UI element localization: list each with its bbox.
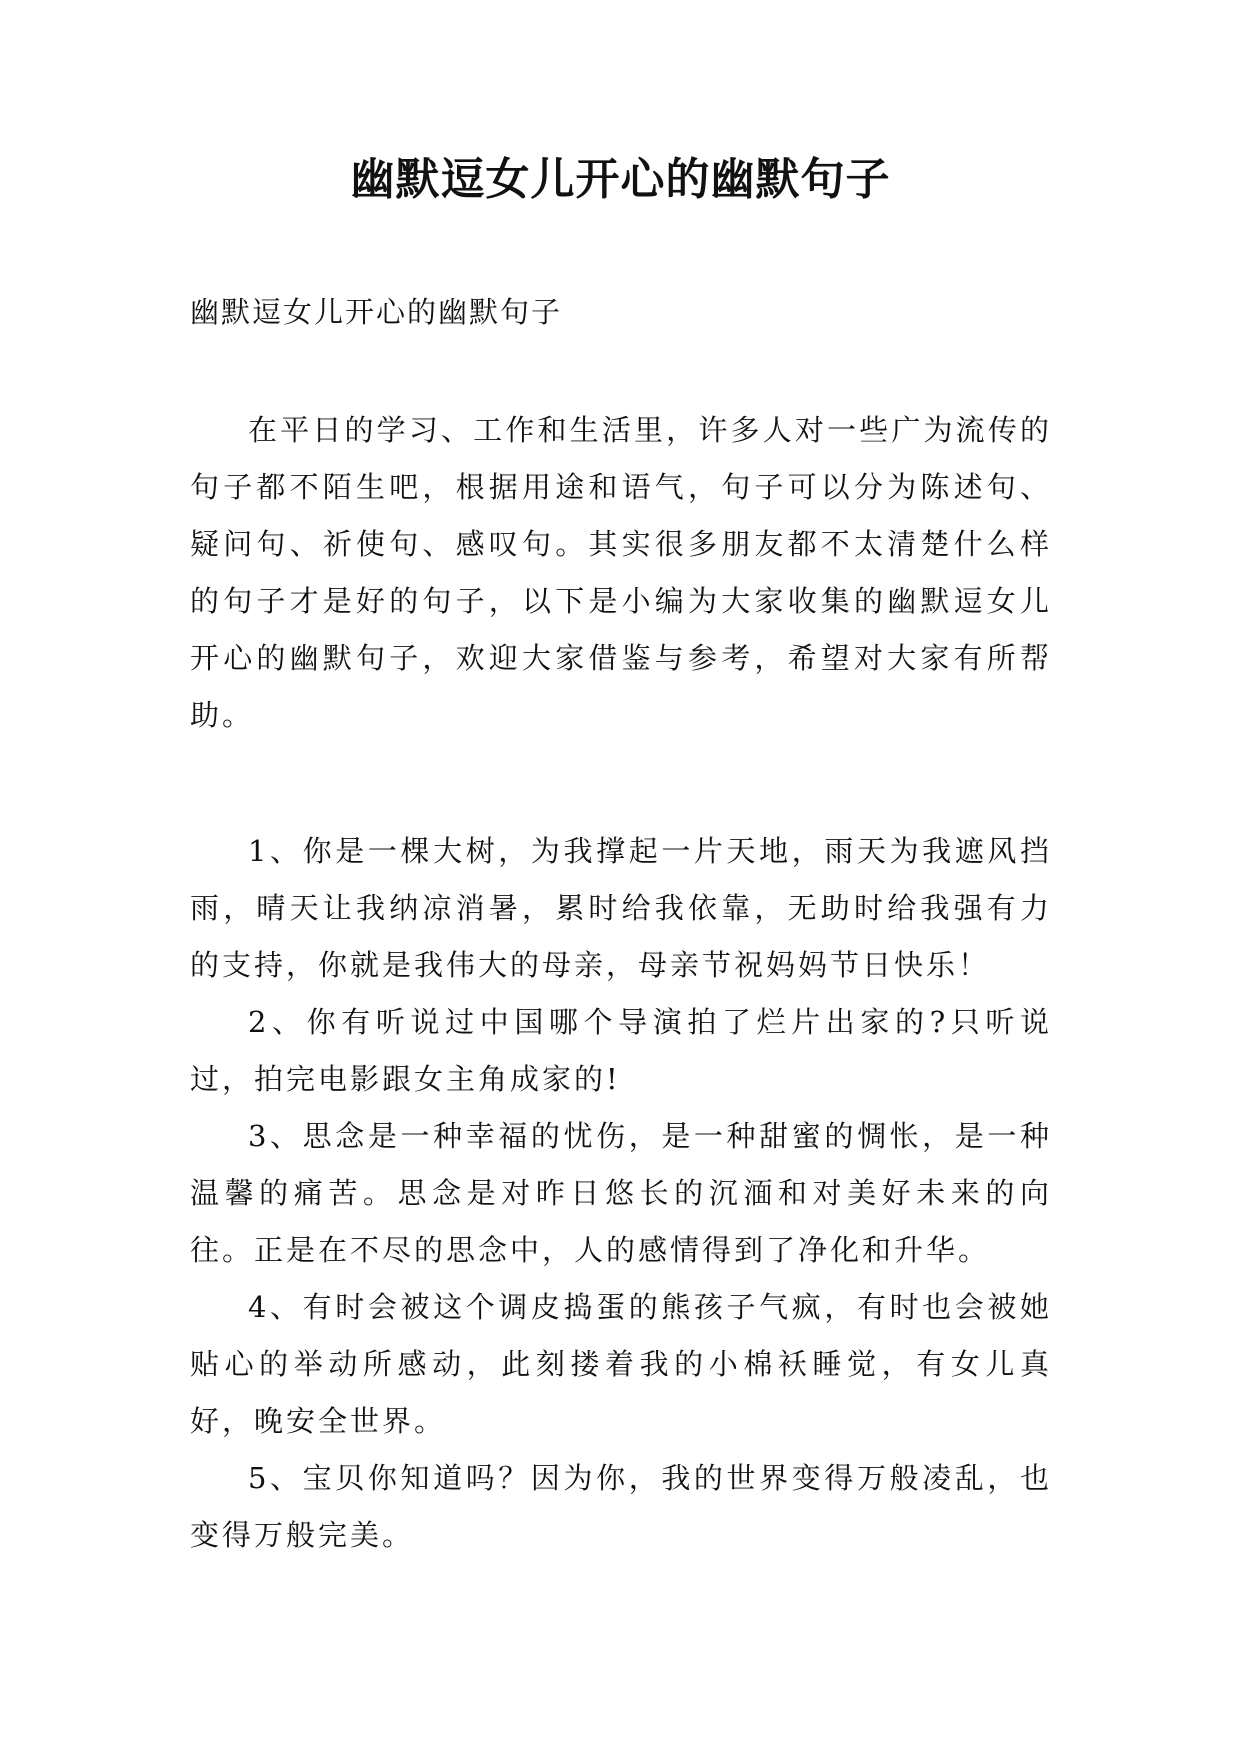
list-item-4: 4、有时会被这个调皮捣蛋的熊孩子气疯，有时也会被她贴心的举动所感动，此刻搂着我的小棉袄睡觉，有女儿真好，晚安全世界。	[190, 1290, 1052, 1438]
document-body	[190, 402, 1052, 1564]
list-item-2: 2、你有听说过中国哪个导演拍了烂片出家的?只听说过，拍完电影跟女主角成家的!	[190, 1005, 1052, 1096]
list-item-3: 3、思念是一种幸福的忧伤，是一种甜蜜的惆怅，是一种温馨的痛苦。思念是对昨日悠长的沉湎和对美好未来的向往。正是在不尽的思念中，人的感情得到了净化和升华。	[190, 1119, 1052, 1267]
intro-paragraph: 在平日的学习、工作和生活里，许多人对一些广为流传的句子都不陌生吧，根据用途和语气，句子可以分为陈述句、疑问句、祈使句、感叹句。其实很多朋友都不太清楚什么样的句子才是好的句子，以下是小编为大家收集的幽默逗女儿开心的幽默句子，欢迎大家借鉴与参考，希望对大家有所帮助。	[190, 413, 1052, 732]
document-title: 幽默逗女儿开心的幽默句子	[350, 154, 891, 205]
list-item-1: 1、你是一棵大树，为我撑起一片天地，雨天为我遮风挡雨，晴天让我纳凉消暑，累时给我依靠，无助时给我强有力的支持，你就是我伟大的母亲，母亲节祝妈妈节日快乐！	[190, 834, 1052, 982]
document-subtitle: 幽默逗女儿开心的幽默句子	[190, 295, 563, 329]
list-item-5: 5、宝贝你知道吗？因为你，我的世界变得万般凌乱，也变得万般完美。	[190, 1461, 1052, 1552]
